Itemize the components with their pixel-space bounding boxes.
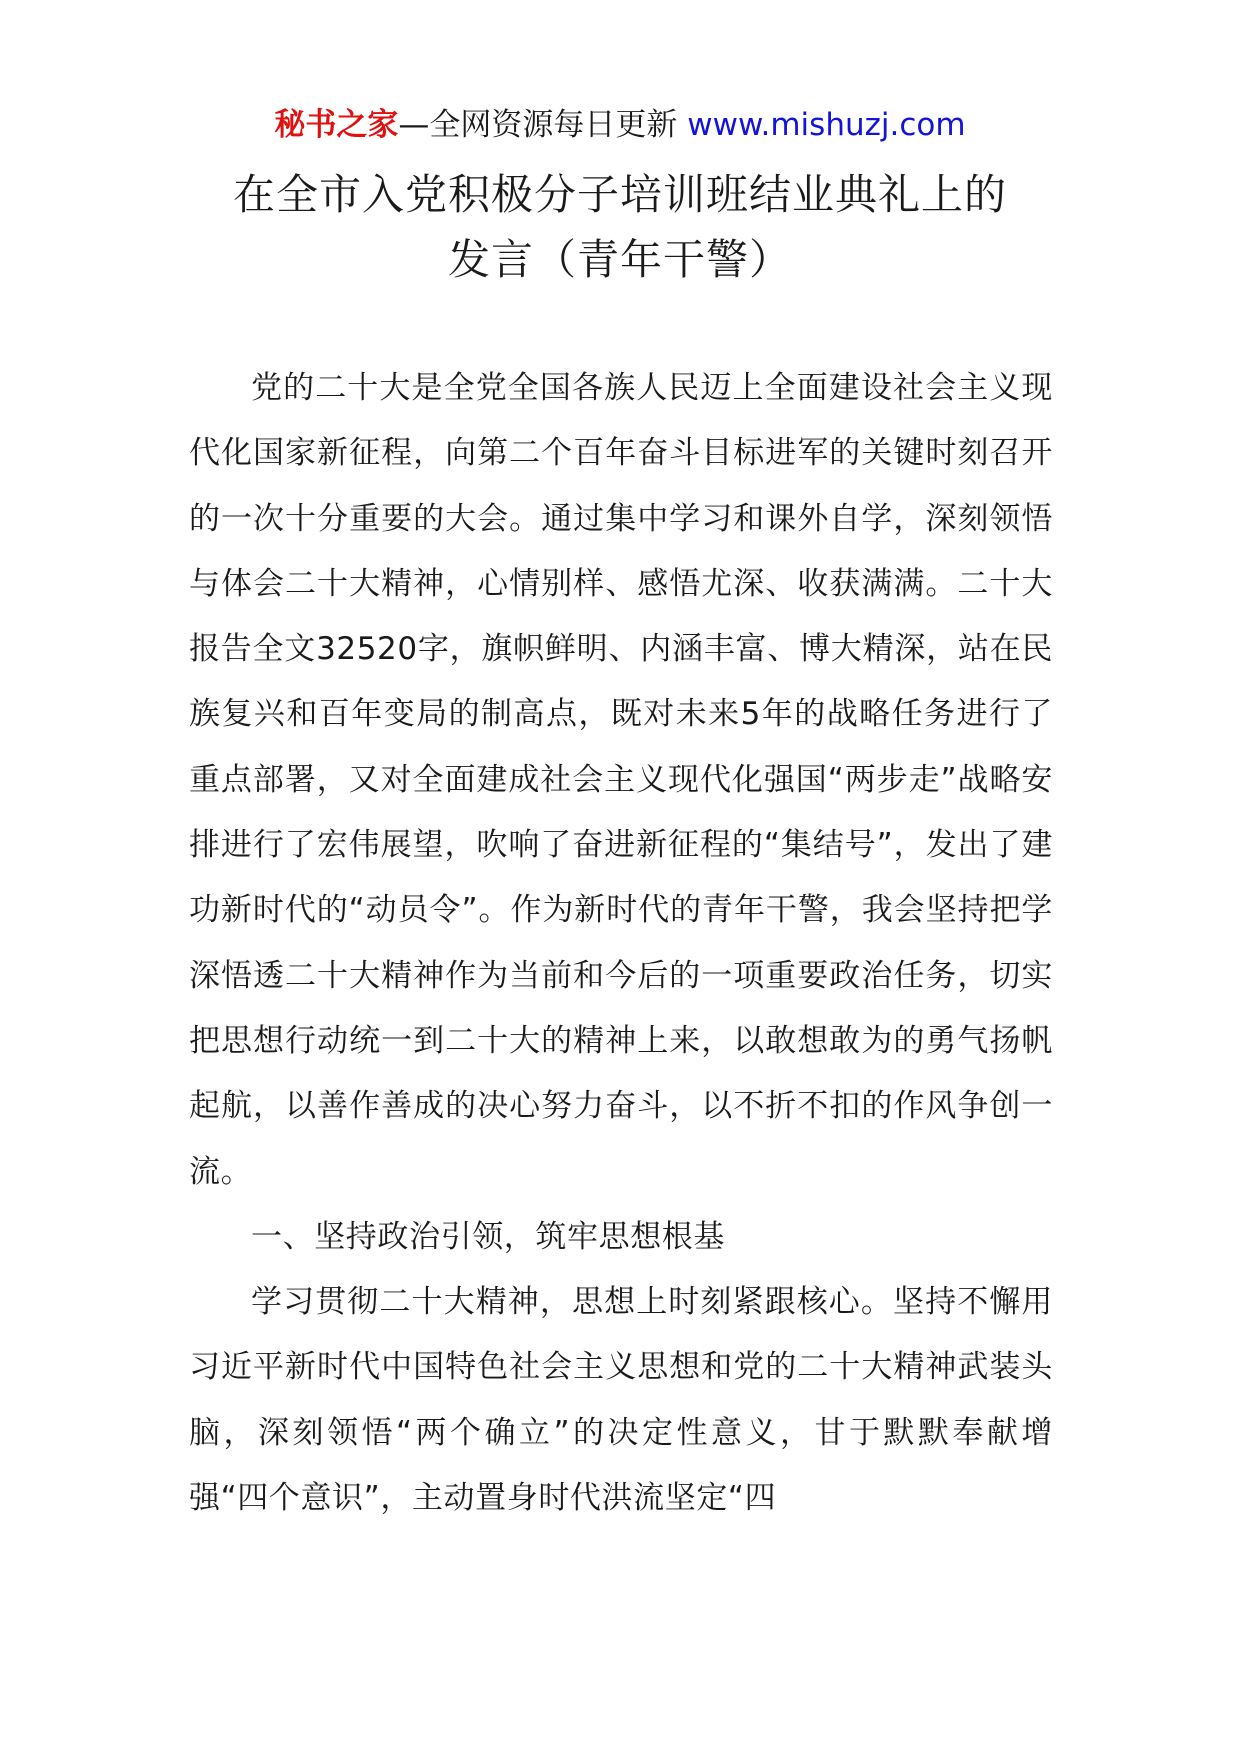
site-header bbox=[0, 103, 1240, 147]
body-paragraph-2: 学习贯彻二十大精神，思想上时刻紧跟核心。坚持不懈用习近平新时代中国特色社会主义思想和党的二十大精神武装头脑，深刻领悟“两个确立”的决定性意义，甘于默默奉献增强“四个意识”，主动置身时代洪流坚定“四 bbox=[189, 1284, 1053, 1517]
header-tagline: —全网资源每日更新 bbox=[398, 107, 678, 143]
section-heading-1: 一、坚持政治引领，筑牢思想根基 bbox=[251, 1218, 725, 1255]
body-paragraph-1: 党的二十大是全党全国各族人民迈上全面建设社会主义现代化国家新征程，向第二个百年奋斗目标进军的关键时刻召开的一次十分重要的大会。通过集中学习和课外自学，深刻领悟与体会二十大精神，心情别样、感悟尤深、收获满满。二十大报告全文32520字，旗帜鲜明、内涵丰富、博大精深，站在民族复兴和百年变局的制高点，既对未来5年的战略任务进行了重点部署，又对全面建成社会主义现代化强国“两步走”战略安排进行了宏伟展望，吹响了奋进新征程的“集结号”，发出了建功新时代的“动员令”。作为新时代的青年干警，我会坚持把学深悟透二十大精神作为当前和今后的一项重要政治任务，切实把思想行动统一到二十大的精神上来，以敢想敢为的勇气扬帆起航，以善作善成的决心努力奋斗，以不折不扣的作风争创一流。 bbox=[189, 370, 1053, 1190]
document-title-line-2: 发言（青年干警） bbox=[447, 235, 792, 284]
brand-name: 秘书之家 bbox=[274, 107, 399, 143]
document-title bbox=[0, 162, 1240, 292]
document-title-line-1: 在全市入党积极分子培训班结业典礼上的 bbox=[232, 170, 1007, 219]
site-url-link[interactable]: www.mishuzj.com bbox=[687, 107, 966, 143]
document-body bbox=[189, 356, 1053, 1531]
